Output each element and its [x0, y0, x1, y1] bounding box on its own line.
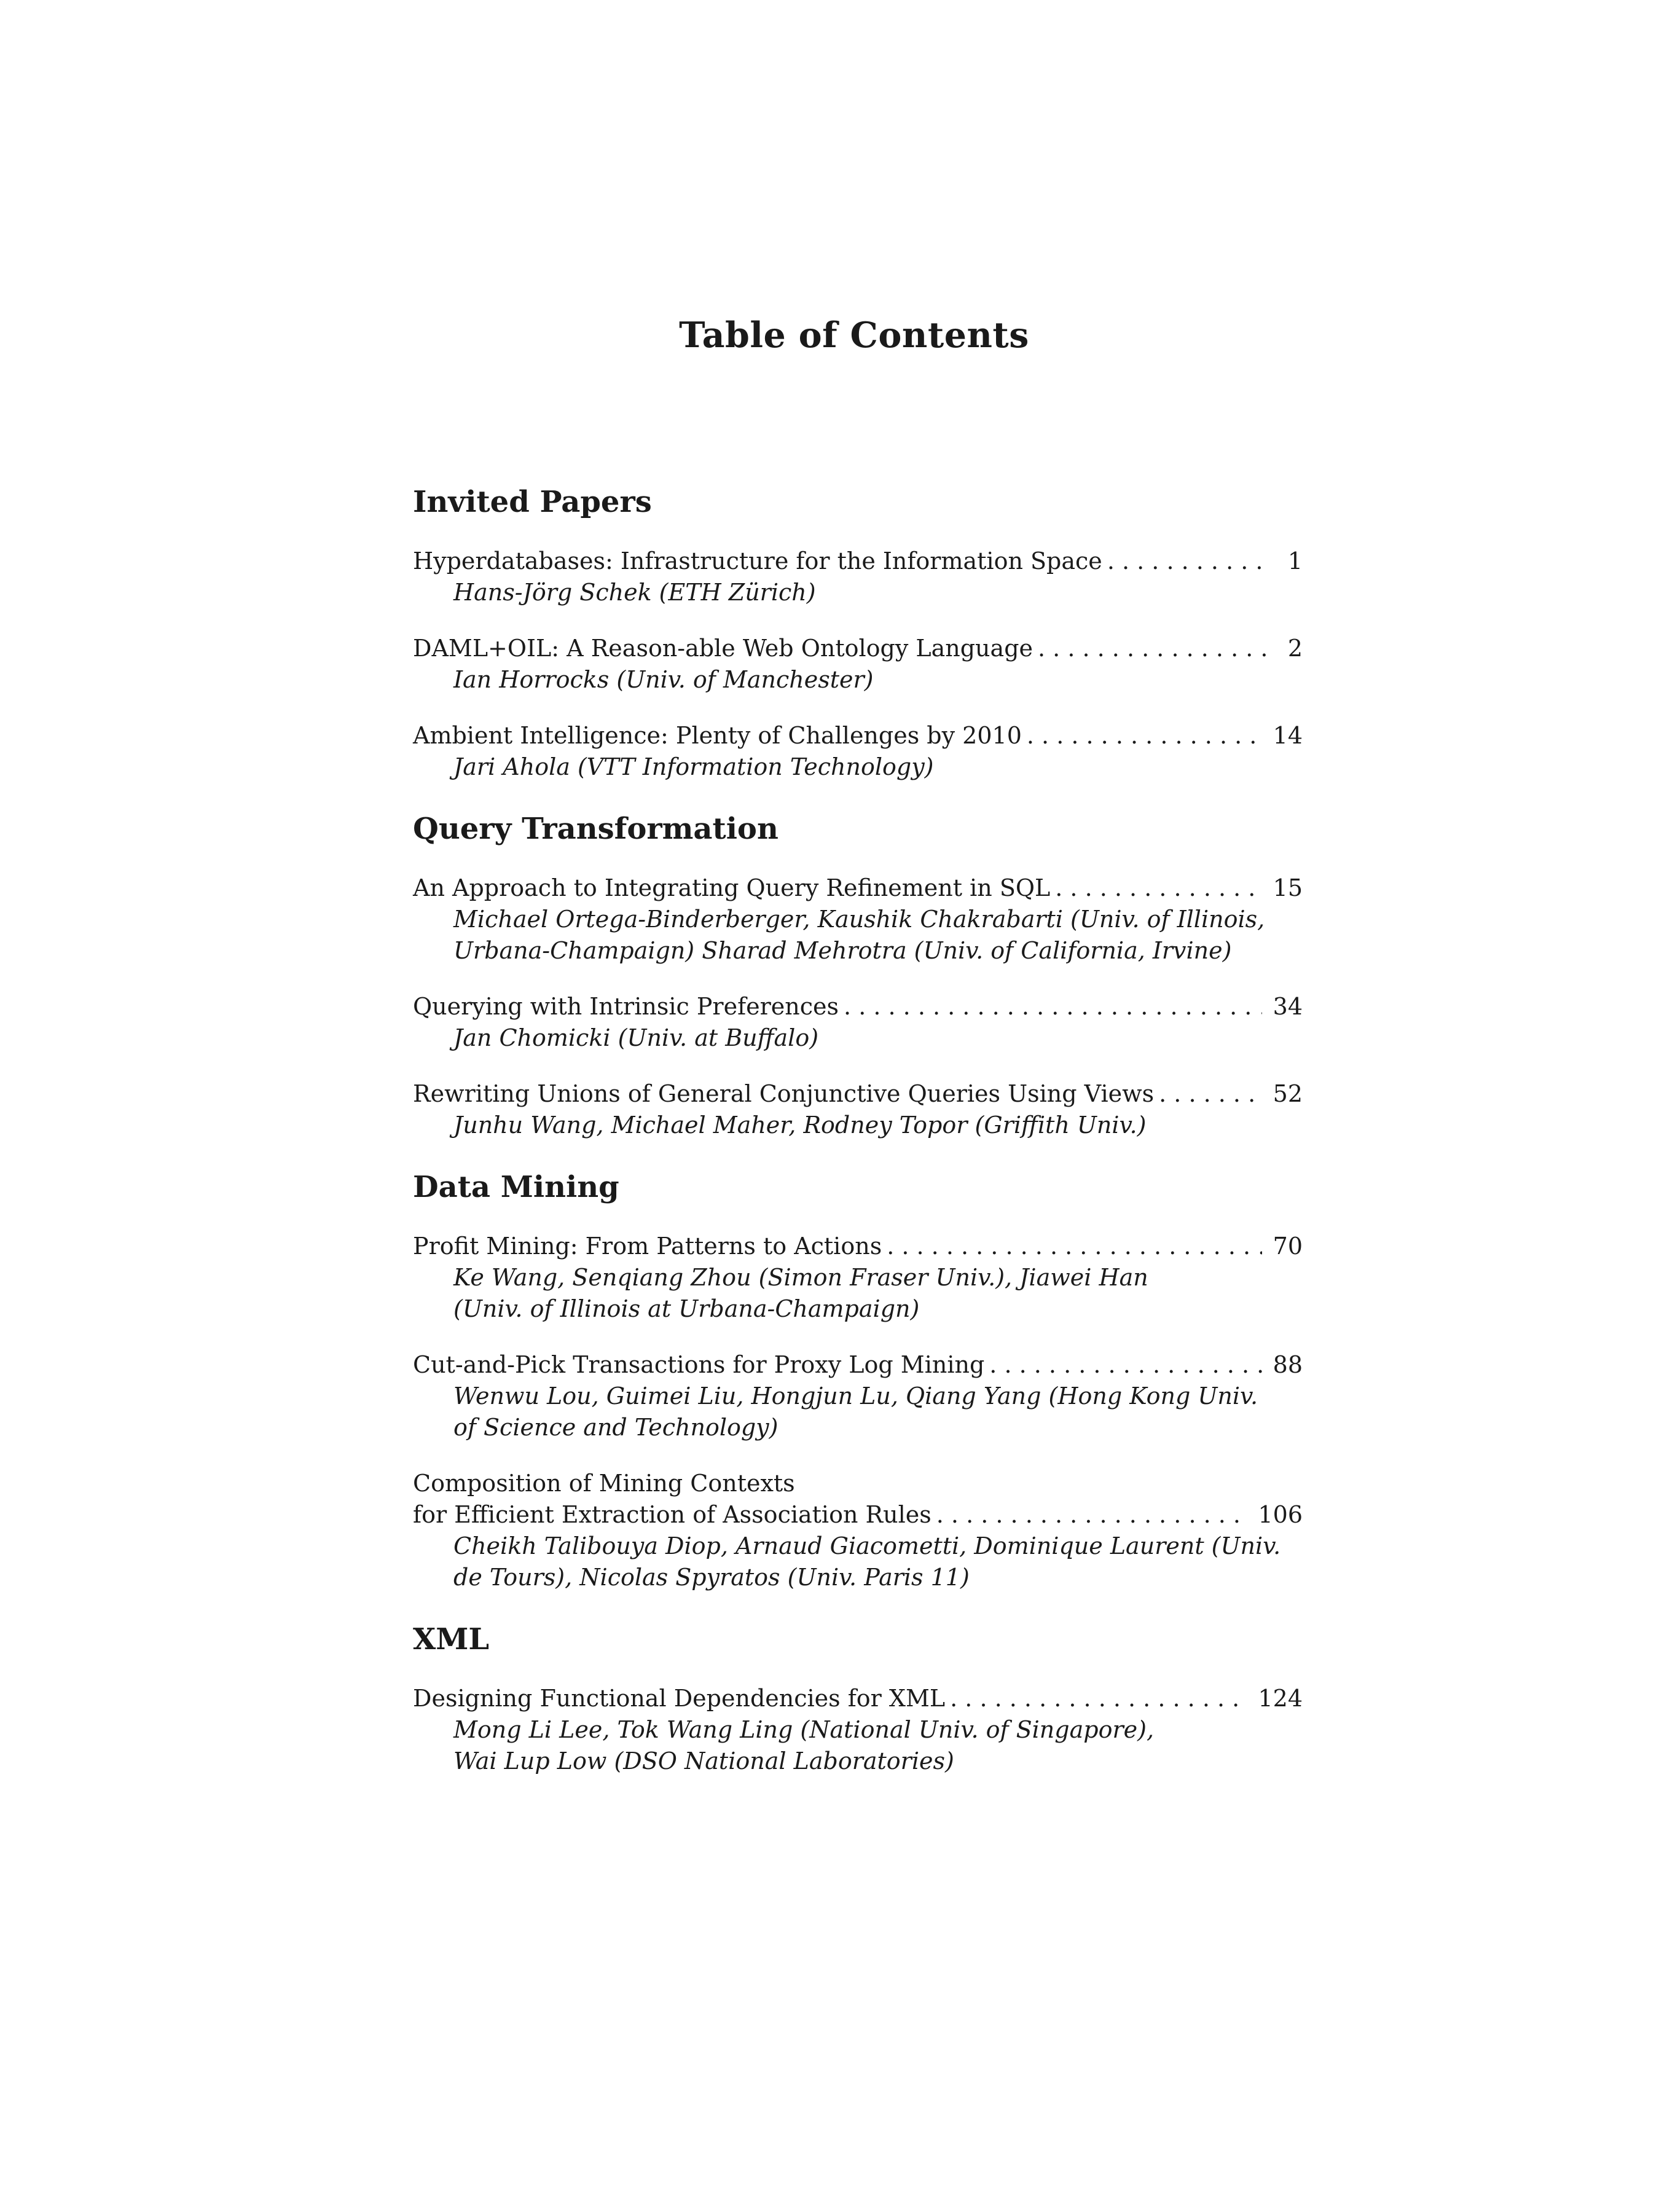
- entry-title: Profit Mining: From Patterns to Actions: [413, 1233, 882, 1260]
- author-line: (Univ. of Illinois at Urbana-Champaign): [453, 1295, 920, 1322]
- entry-title: for Efficient Extraction of Association Rules: [413, 1501, 931, 1528]
- entry-authors: [413, 751, 1303, 783]
- author-line: Wai Lup Low (DSO National Laboratories): [453, 1747, 954, 1775]
- page-number: 2: [1287, 635, 1303, 662]
- author-line: Wenwu Lou, Guimei Liu, Hongjun Lu, Qiang Yang (Hong Kong Univ.: [453, 1382, 1258, 1410]
- author-line: de Tours), Nicolas Spyratos (Univ. Paris 11): [453, 1564, 970, 1591]
- author-line: Jan Chomicki (Univ. at Buffalo): [453, 1024, 819, 1051]
- entry-title: Querying with Intrinsic Preferences: [413, 993, 839, 1020]
- toc-content: [413, 480, 1303, 1802]
- entry-authors: [413, 1714, 1303, 1777]
- page-number: 106: [1258, 1501, 1303, 1528]
- entry-title-line: [413, 633, 1303, 664]
- entry-title-line: [413, 1231, 1303, 1262]
- entry-title-line: [413, 1078, 1303, 1110]
- page-number: 88: [1273, 1351, 1303, 1378]
- dot-leader: [1027, 720, 1262, 751]
- section-title: XML: [413, 1622, 490, 1657]
- entry-authors: [413, 1110, 1303, 1141]
- dot-leader: [936, 1499, 1247, 1531]
- toc-entry[interactable]: [413, 1349, 1303, 1443]
- toc-entry[interactable]: [413, 873, 1303, 967]
- page-number: 1: [1287, 547, 1303, 575]
- page-number: 15: [1273, 874, 1303, 901]
- dot-leader: [989, 1349, 1261, 1381]
- entry-title-line: [413, 1683, 1303, 1714]
- entry-title: Rewriting Unions of General Conjunctive Queries Using Views: [413, 1080, 1155, 1107]
- entry-authors: [413, 1531, 1303, 1593]
- entry-authors: [413, 1262, 1303, 1325]
- toc-entry[interactable]: [413, 720, 1303, 783]
- entry-title: Ambient Intelligence: Plenty of Challenges by 2010: [413, 722, 1022, 749]
- entry-title: Cut-and-Pick Transactions for Proxy Log Mining: [413, 1351, 985, 1378]
- author-line: Mong Li Lee, Tok Wang Ling (National Univ. of Singapore),: [453, 1716, 1155, 1743]
- toc-section: [413, 1166, 1303, 1593]
- entry-title-first-line: Composition of Mining Contexts: [413, 1470, 795, 1497]
- toc-section: [413, 480, 1303, 783]
- dot-leader: [1055, 873, 1261, 904]
- entry-authors: [413, 1381, 1303, 1443]
- toc-entry[interactable]: [413, 1683, 1303, 1777]
- dot-leader: [1159, 1078, 1262, 1110]
- entry-title: DAML+OIL: A Reason-able Web Ontology Language: [413, 635, 1033, 662]
- entry-title-line: [413, 720, 1303, 751]
- dot-leader: [950, 1683, 1247, 1714]
- toc-entry[interactable]: [413, 1078, 1303, 1141]
- author-line: Cheikh Talibouya Diop, Arnaud Giacometti, Dominique Laurent (Univ.: [453, 1532, 1281, 1559]
- entry-title: Designing Functional Dependencies for XML: [413, 1685, 946, 1712]
- dot-leader: [844, 991, 1262, 1022]
- page-number: 52: [1273, 1080, 1303, 1107]
- section-title: Invited Papers: [413, 485, 652, 519]
- entry-title-line: [413, 1349, 1303, 1381]
- entry-title-line: [413, 991, 1303, 1022]
- author-line: Jari Ahola (VTT Information Technology): [453, 753, 934, 780]
- page-number: 14: [1273, 722, 1303, 749]
- toc-entry[interactable]: [413, 1468, 1303, 1593]
- dot-leader: [1038, 633, 1267, 664]
- toc-entry[interactable]: [413, 633, 1303, 696]
- toc-entry[interactable]: [413, 1231, 1303, 1325]
- entry-authors: [413, 664, 1303, 696]
- author-line: Hans-Jörg Schek (ETH Zürich): [453, 579, 816, 606]
- dot-leader: [887, 1231, 1261, 1262]
- author-line: Urbana-Champaign) Sharad Mehrotra (Univ. of California, Irvine): [453, 937, 1232, 964]
- toc-section: [413, 1618, 1303, 1777]
- page-number: 70: [1273, 1233, 1303, 1260]
- section-title: Query Transformation: [413, 812, 779, 846]
- toc-section: [413, 807, 1303, 1141]
- entry-title-line: [413, 1499, 1303, 1531]
- author-line: Junhu Wang, Michael Maher, Rodney Topor (Griffith Univ.): [453, 1112, 1147, 1139]
- author-line: Ian Horrocks (Univ. of Manchester): [453, 666, 874, 693]
- page-number: 34: [1273, 993, 1303, 1020]
- author-line: Michael Ortega-Binderberger, Kaushik Chakrabarti (Univ. of Illinois,: [453, 906, 1265, 933]
- toc-entry[interactable]: [413, 991, 1303, 1054]
- author-line: Ke Wang, Senqiang Zhou (Simon Fraser Univ.), Jiawei Han: [453, 1264, 1148, 1291]
- entry-title-line: [413, 873, 1303, 904]
- entry-authors: [413, 577, 1303, 608]
- toc-entry[interactable]: [413, 546, 1303, 608]
- entry-title: Hyperdatabases: Infrastructure for the Information Space: [413, 547, 1102, 575]
- entry-authors: [413, 904, 1303, 967]
- entry-authors: [413, 1022, 1303, 1054]
- author-line: of Science and Technology): [453, 1414, 779, 1441]
- dot-leader: [1107, 546, 1267, 577]
- section-title: Data Mining: [413, 1170, 619, 1204]
- entry-title: An Approach to Integrating Query Refinement in SQL: [413, 874, 1051, 901]
- entry-title-line: [413, 546, 1303, 577]
- page-title: Table of Contents: [679, 315, 1029, 356]
- page-number: 124: [1258, 1685, 1303, 1712]
